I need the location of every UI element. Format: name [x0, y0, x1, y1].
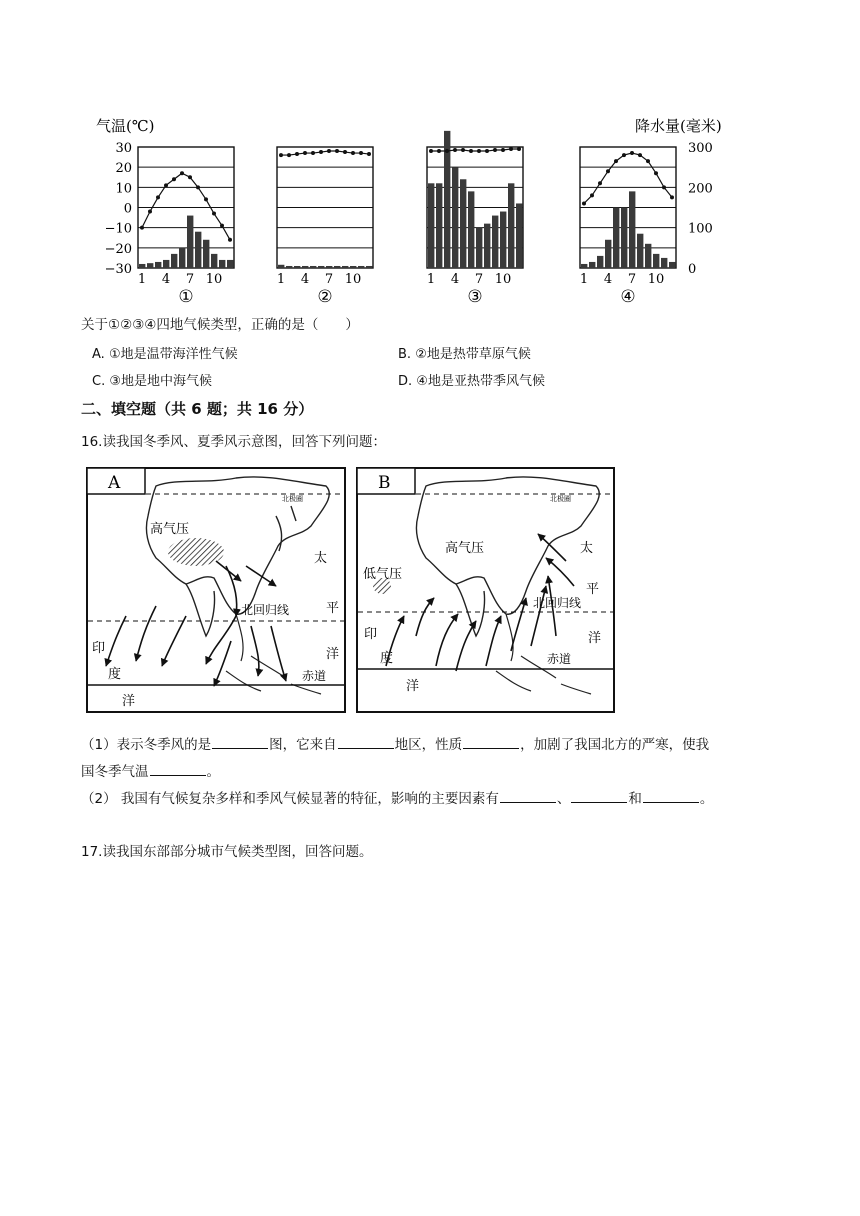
precipitation-bar: [428, 183, 434, 268]
map-a-tag: A: [108, 473, 121, 493]
indian-char-1: 印: [364, 627, 378, 642]
q16-p2-text-b: 、: [556, 791, 571, 807]
q15-option-d[interactable]: [398, 370, 545, 389]
precipitation-ticks: [688, 141, 713, 277]
temperature-point: [461, 148, 465, 152]
temperature-point: [172, 177, 176, 181]
q16-p1-text-b: 图，它来自: [269, 737, 337, 753]
indian-char-3: 洋: [122, 694, 136, 709]
temperature-point: [196, 185, 200, 189]
temperature-tick-label: −20: [104, 241, 132, 257]
precipitation-bar: [318, 266, 324, 268]
climate-chart-2: [277, 147, 373, 307]
indian-char-2: 度: [108, 667, 122, 682]
option-text: ②地是热带草原气候: [415, 347, 531, 362]
temperature-point: [622, 153, 626, 157]
q16-p1-text-c: 地区，性质: [394, 737, 463, 753]
chart-label: ④: [620, 287, 636, 307]
high-pressure-label: 高气压: [150, 522, 190, 537]
precipitation-tick-label: 300: [688, 141, 713, 156]
precipitation-bar: [436, 183, 442, 268]
temperature-point: [445, 149, 449, 153]
q16-p1-text-f: 。: [206, 764, 220, 780]
precipitation-bar: [219, 260, 225, 268]
q16-p2-text-a: （2） 我国有气候复杂多样和季风气候显著的特征，影响的主要因素有: [81, 791, 499, 807]
temperature-point: [469, 149, 473, 153]
precipitation-bar: [669, 262, 675, 268]
temperature-point: [327, 149, 331, 153]
precipitation-bar: [492, 216, 498, 268]
precipitation-bar: [187, 216, 193, 268]
precipitation-axis-title: 降水量(毫米): [635, 117, 722, 135]
q16-stem: 16.读我国冬季风、夏季风示意图，回答下列问题：: [81, 434, 386, 450]
precipitation-bar: [211, 254, 217, 268]
temperature-point: [501, 148, 505, 152]
precipitation-bar: [171, 254, 177, 268]
precipitation-bar: [629, 191, 635, 268]
precipitation-bar: [358, 266, 364, 268]
month-tick-label: 4: [450, 272, 460, 287]
temperature-point: [140, 226, 144, 230]
precipitation-bar: [203, 240, 209, 268]
precipitation-bar: [605, 240, 611, 268]
q15-option-c[interactable]: [92, 370, 212, 389]
precipitation-bar: [597, 256, 603, 268]
temperature-point: [654, 171, 658, 175]
temperature-point: [670, 195, 674, 199]
month-tick-label: 7: [324, 272, 334, 287]
precipitation-tick-label: 200: [688, 181, 713, 197]
temperature-axis-title: 气温(℃): [96, 117, 155, 135]
precipitation-bar: [476, 228, 482, 268]
answer-blank-4[interactable]: [150, 761, 206, 776]
temperature-point: [212, 212, 216, 216]
temperature-point: [311, 151, 315, 155]
map-a: [87, 468, 345, 712]
temperature-point: [517, 147, 521, 151]
precipitation-bar: [516, 203, 522, 268]
temperature-point: [303, 151, 307, 155]
temperature-point: [228, 238, 232, 242]
temperature-tick-label: −10: [104, 221, 132, 237]
temperature-point: [646, 159, 650, 163]
precipitation-bar: [326, 266, 332, 268]
month-tick-label: 7: [185, 272, 195, 287]
month-tick-label: 7: [627, 272, 637, 287]
chart-label: ①: [178, 287, 194, 307]
temperature-point: [662, 185, 666, 189]
q16-part2: [81, 788, 713, 808]
month-tick-label: 7: [474, 272, 484, 287]
precipitation-bar: [294, 266, 300, 268]
answer-blank-7[interactable]: [643, 788, 699, 803]
temperature-point: [630, 151, 634, 155]
temperature-point: [319, 150, 323, 154]
temperature-point: [477, 149, 481, 153]
precipitation-bar: [484, 224, 490, 268]
temperature-point: [453, 148, 457, 152]
arctic-circle-label: 北极圈: [282, 495, 303, 503]
precipitation-bar: [452, 167, 458, 268]
chart-label: ③: [467, 287, 483, 307]
indian-char-2: 度: [380, 651, 394, 666]
temperature-point: [335, 149, 339, 153]
month-tick-label: 10: [647, 272, 665, 287]
equator-label: 赤道: [302, 669, 327, 683]
q16-part1-line1: [81, 734, 709, 754]
precipitation-bar: [589, 262, 595, 268]
temperature-point: [188, 175, 192, 179]
climate-chart-panels: [138, 131, 676, 307]
month-tick-label: 4: [603, 272, 613, 287]
arctic-circle-label: 北极圈: [550, 495, 571, 503]
temperature-point: [493, 148, 497, 152]
monsoon-maps-figure: [86, 466, 616, 714]
temperature-point: [437, 149, 441, 153]
temperature-tick-label: 0: [123, 201, 132, 217]
indian-char-3: 洋: [406, 679, 420, 694]
map-b: [357, 468, 614, 712]
temperature-point: [204, 197, 208, 201]
month-tick-label: 4: [161, 272, 171, 287]
precipitation-bar: [621, 208, 627, 269]
temperature-point: [606, 169, 610, 173]
month-tick-label: 10: [494, 272, 512, 287]
precipitation-bar: [350, 266, 356, 268]
precipitation-bar: [286, 266, 292, 268]
option-key: B.: [398, 347, 412, 362]
temperature-tick-label: 20: [115, 161, 132, 177]
answer-blank-3[interactable]: [463, 734, 519, 749]
q16-p1-text-a: （1）表示冬季风的是: [81, 737, 212, 753]
precipitation-bar: [139, 264, 145, 268]
precipitation-bar: [179, 248, 185, 268]
pacific-char-3: 洋: [326, 647, 340, 662]
month-tick-label: 10: [344, 272, 362, 287]
precipitation-bar: [613, 208, 619, 269]
precipitation-bar: [468, 191, 474, 268]
answer-blank-1[interactable]: [212, 734, 268, 749]
q16-p2-text-d: 。: [699, 791, 714, 807]
temperature-point: [220, 224, 224, 228]
precipitation-bar: [342, 266, 348, 268]
temperature-point: [367, 152, 371, 156]
precipitation-bar: [195, 232, 201, 268]
precipitation-bar: [460, 179, 466, 268]
q16-p1-text-d: ，加剧了我国北方的严寒，使我: [520, 737, 710, 753]
precipitation-bar: [302, 266, 308, 268]
high-pressure-area: [168, 538, 224, 566]
answer-blank-2[interactable]: [338, 734, 394, 749]
q16-p1-text-e: 国冬季气温: [81, 764, 149, 780]
tropic-label: 北回归线: [241, 603, 290, 617]
high-pressure-label: 高气压: [445, 541, 485, 556]
equator-label: 赤道: [547, 652, 572, 666]
temperature-point: [429, 149, 433, 153]
pacific-char-3: 洋: [588, 631, 602, 646]
precipitation-bar: [334, 266, 340, 268]
temperature-point: [164, 183, 168, 187]
pacific-char-1: 太: [580, 541, 594, 556]
temperature-tick-label: 30: [115, 141, 132, 156]
temperature-point: [156, 195, 160, 199]
pacific-char-2: 平: [586, 582, 600, 597]
temperature-tick-label: −30: [104, 262, 132, 277]
q17-stem: 17.读我国东部部分城市气候类型图，回答问题。: [81, 844, 373, 860]
low-pressure-label: 低气压: [363, 567, 403, 582]
temperature-point: [343, 150, 347, 154]
month-tick-label: 4: [300, 272, 310, 287]
precipitation-bar: [661, 258, 667, 268]
precipitation-tick-label: 0: [688, 262, 697, 277]
temperature-ticks: [105, 141, 132, 277]
q16-part1-line2: [81, 761, 220, 781]
month-tick-label: 1: [276, 272, 286, 287]
precipitation-bar: [653, 254, 659, 268]
climate-charts-figure: [90, 112, 750, 307]
temperature-point: [485, 149, 489, 153]
temperature-point: [509, 147, 513, 151]
precipitation-tick-label: 100: [688, 221, 713, 237]
section-title: 二、填空题（共 6 题；共 16 分）: [81, 400, 314, 418]
temperature-point: [351, 151, 355, 155]
option-text: ④地是亚热带季风气候: [416, 374, 545, 389]
option-text: ①地是温带海洋性气候: [108, 347, 238, 362]
precipitation-bar: [278, 265, 284, 268]
month-tick-label: 1: [426, 272, 436, 287]
chart-label: ②: [317, 287, 333, 307]
temperature-point: [598, 181, 602, 185]
pacific-char-2: 平: [326, 601, 340, 616]
indian-char-1: 印: [92, 641, 106, 656]
temperature-point: [582, 201, 586, 205]
month-tick-label: 1: [137, 272, 147, 287]
temperature-point: [180, 171, 184, 175]
precipitation-bar: [637, 234, 643, 268]
temperature-point: [590, 193, 594, 197]
month-tick-label: 10: [205, 272, 223, 287]
temperature-point: [148, 210, 152, 214]
temperature-point: [287, 153, 291, 157]
option-key: C.: [92, 374, 106, 389]
precipitation-bar: [508, 183, 514, 268]
temperature-point: [295, 152, 299, 156]
q15-stem: 关于①②③④四地气候类型，正确的是（ ）: [81, 317, 359, 333]
month-tick-label: 1: [579, 272, 589, 287]
option-key: D.: [398, 374, 413, 389]
precipitation-bar: [227, 260, 233, 268]
precipitation-bar: [500, 212, 506, 268]
climate-chart-3: [427, 131, 523, 307]
climate-chart-1: [138, 147, 234, 307]
temperature-point: [614, 159, 618, 163]
climate-chart-4: [580, 147, 676, 307]
q15-option-a[interactable]: [92, 343, 238, 362]
temperature-point: [279, 153, 283, 157]
precipitation-bar: [645, 244, 651, 268]
q16-p2-text-c: 和: [628, 791, 642, 807]
answer-blank-6[interactable]: [571, 788, 627, 803]
tropic-label: 北回归线: [533, 596, 582, 610]
precipitation-bar: [155, 262, 161, 268]
q15-option-b[interactable]: [398, 343, 531, 362]
answer-blank-5[interactable]: [500, 788, 556, 803]
precipitation-bar: [581, 264, 587, 268]
map-b-tag: B: [378, 473, 391, 493]
option-key: A.: [92, 347, 105, 362]
precipitation-bar: [163, 260, 169, 268]
option-text: ③地是地中海气候: [109, 374, 213, 389]
precipitation-bar: [147, 263, 153, 268]
precipitation-bar: [366, 266, 372, 268]
temperature-point: [638, 153, 642, 157]
temperature-point: [359, 151, 363, 155]
pacific-char-1: 太: [314, 551, 328, 566]
precipitation-bar: [310, 266, 316, 268]
temperature-tick-label: 10: [115, 181, 132, 197]
